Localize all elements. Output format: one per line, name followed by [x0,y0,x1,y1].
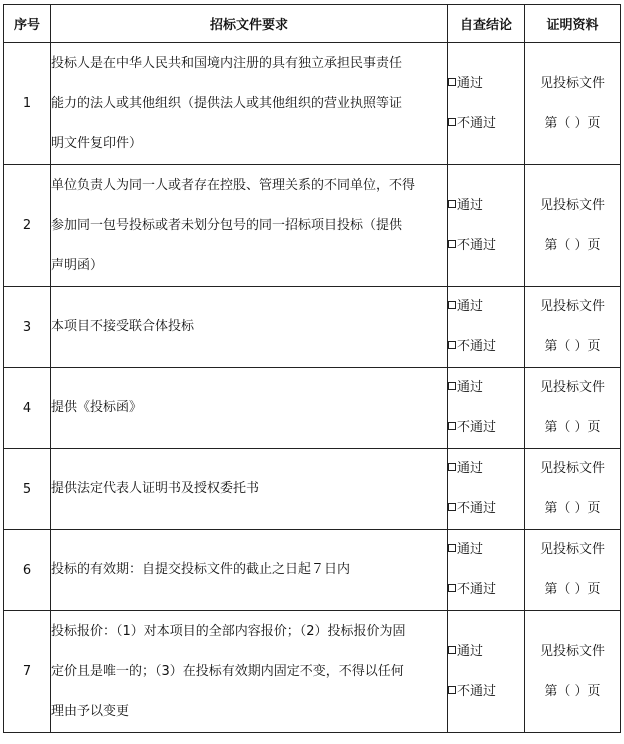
table-row [4,449,621,530]
requirement-text: 参加同一包号投标或者未划分包号的同一招标项目投标（提供 [51,217,403,233]
pass-checkbox-label: 通过 [457,461,484,476]
checkbox-square-icon[interactable] [448,544,456,552]
fail-checkbox[interactable] [448,104,524,144]
row-number: 6 [4,530,51,611]
checkbox-square-icon[interactable] [448,240,456,248]
table-row [4,368,621,449]
table-row [4,287,621,368]
proof-text: 见投标文件 [539,380,605,395]
requirement-text: 投标的有效期：自提交投标文件的截止之日起７日内 [51,562,351,577]
proof-cell [525,449,621,530]
fail-checkbox-label: 不通过 [457,501,497,516]
requirement-text: 本项目不接受联合体投标 [51,319,195,334]
pass-checkbox-label: 通过 [457,643,484,659]
requirement-text: 能力的法人或其他组织（提供法人或其他组织的营业执照等证 [51,95,403,111]
table-row [4,165,621,287]
proof-text: 第（ ）页 [544,683,601,699]
pass-checkbox[interactable] [448,632,524,672]
pass-checkbox[interactable] [448,368,524,408]
requirement-cell [51,368,448,449]
check-cell [448,530,525,611]
checkbox-square-icon[interactable] [448,118,456,126]
requirement-text: 明文件复印件） [51,135,143,151]
proof-text: 见投标文件 [539,643,605,659]
header-requirement: 招标文件要求 [51,5,448,43]
row-number: 5 [4,449,51,530]
fail-checkbox[interactable] [448,226,524,266]
proof-text: 第（ ）页 [544,420,601,435]
proof-text: 见投标文件 [539,461,605,476]
proof-text: 第（ ）页 [544,237,601,253]
fail-checkbox-label: 不通过 [457,339,497,354]
checkbox-square-icon[interactable] [448,341,456,349]
requirement-cell [51,287,448,368]
requirement-text: 投标人是在中华人民共和国境内注册的具有独立承担民事责任 [51,55,403,71]
fail-checkbox-label: 不通过 [457,582,497,597]
fail-checkbox[interactable] [448,570,524,610]
fail-checkbox[interactable] [448,327,524,367]
pass-checkbox[interactable] [448,287,524,327]
checkbox-square-icon[interactable] [448,503,456,511]
fail-checkbox[interactable] [448,672,524,712]
requirement-cell [51,530,448,611]
fail-checkbox[interactable] [448,408,524,448]
fail-checkbox-label: 不通过 [457,683,497,699]
check-cell [448,449,525,530]
checkbox-square-icon[interactable] [448,686,456,694]
requirement-text: 理由予以变更 [51,703,130,719]
proof-text: 见投标文件 [539,299,605,314]
check-cell [448,165,525,287]
table-row [4,530,621,611]
pass-checkbox-label: 通过 [457,197,484,213]
proof-text: 见投标文件 [539,542,605,557]
pass-checkbox-label: 通过 [457,380,484,395]
fail-checkbox-label: 不通过 [457,237,497,253]
proof-cell [525,611,621,733]
pass-checkbox-label: 通过 [457,299,484,314]
checkbox-square-icon[interactable] [448,646,456,654]
row-number: 4 [4,368,51,449]
checkbox-square-icon[interactable] [448,584,456,592]
proof-cell [525,368,621,449]
proof-text: 见投标文件 [539,75,605,91]
proof-text: 见投标文件 [539,197,605,213]
row-number: 1 [4,43,51,165]
requirement-text: 提供《投标函》 [51,400,143,415]
proof-cell [525,287,621,368]
table-row [4,611,621,733]
requirement-cell [51,43,448,165]
header-proof: 证明资料 [525,5,621,43]
requirement-text: 单位负责人为同一人或者存在控股、管理关系的不同单位，不得 [51,177,416,193]
requirement-text: 提供法定代表人证明书及授权委托书 [51,481,260,496]
checkbox-square-icon[interactable] [448,422,456,430]
checkbox-square-icon[interactable] [448,301,456,309]
header-row [4,5,621,43]
proof-cell [525,43,621,165]
pass-checkbox[interactable] [448,186,524,226]
pass-checkbox-label: 通过 [457,542,484,557]
checkbox-square-icon[interactable] [448,78,456,86]
checkbox-square-icon[interactable] [448,200,456,208]
row-number: 2 [4,165,51,287]
proof-text: 第（ ）页 [544,115,601,131]
fail-checkbox[interactable] [448,489,524,529]
requirement-cell [51,611,448,733]
check-cell [448,43,525,165]
pass-checkbox[interactable] [448,64,524,104]
check-cell [448,368,525,449]
checkbox-square-icon[interactable] [448,463,456,471]
requirement-text: 定价且是唯一的；（3）在投标有效期内固定不变，不得以任何 [51,663,404,679]
pass-checkbox[interactable] [448,530,524,570]
proof-text: 第（ ）页 [544,501,601,516]
requirement-cell [51,165,448,287]
pass-checkbox-label: 通过 [457,75,484,91]
table-row [4,43,621,165]
checkbox-square-icon[interactable] [448,382,456,390]
row-number: 7 [4,611,51,733]
header-check: 自查结论 [448,5,525,43]
fail-checkbox-label: 不通过 [457,115,497,131]
check-cell [448,611,525,733]
requirement-text: 声明函） [51,257,104,273]
proof-cell [525,530,621,611]
requirement-text: 投标报价：（1）对本项目的全部内容报价；（2）投标报价为固 [51,623,406,639]
fail-checkbox-label: 不通过 [457,420,497,435]
header-no: 序号 [4,5,51,43]
proof-cell [525,165,621,287]
pass-checkbox[interactable] [448,449,524,489]
proof-text: 第（ ）页 [544,339,601,354]
requirements-table [3,4,621,733]
check-cell [448,287,525,368]
row-number: 3 [4,287,51,368]
proof-text: 第（ ）页 [544,582,601,597]
requirement-cell [51,449,448,530]
